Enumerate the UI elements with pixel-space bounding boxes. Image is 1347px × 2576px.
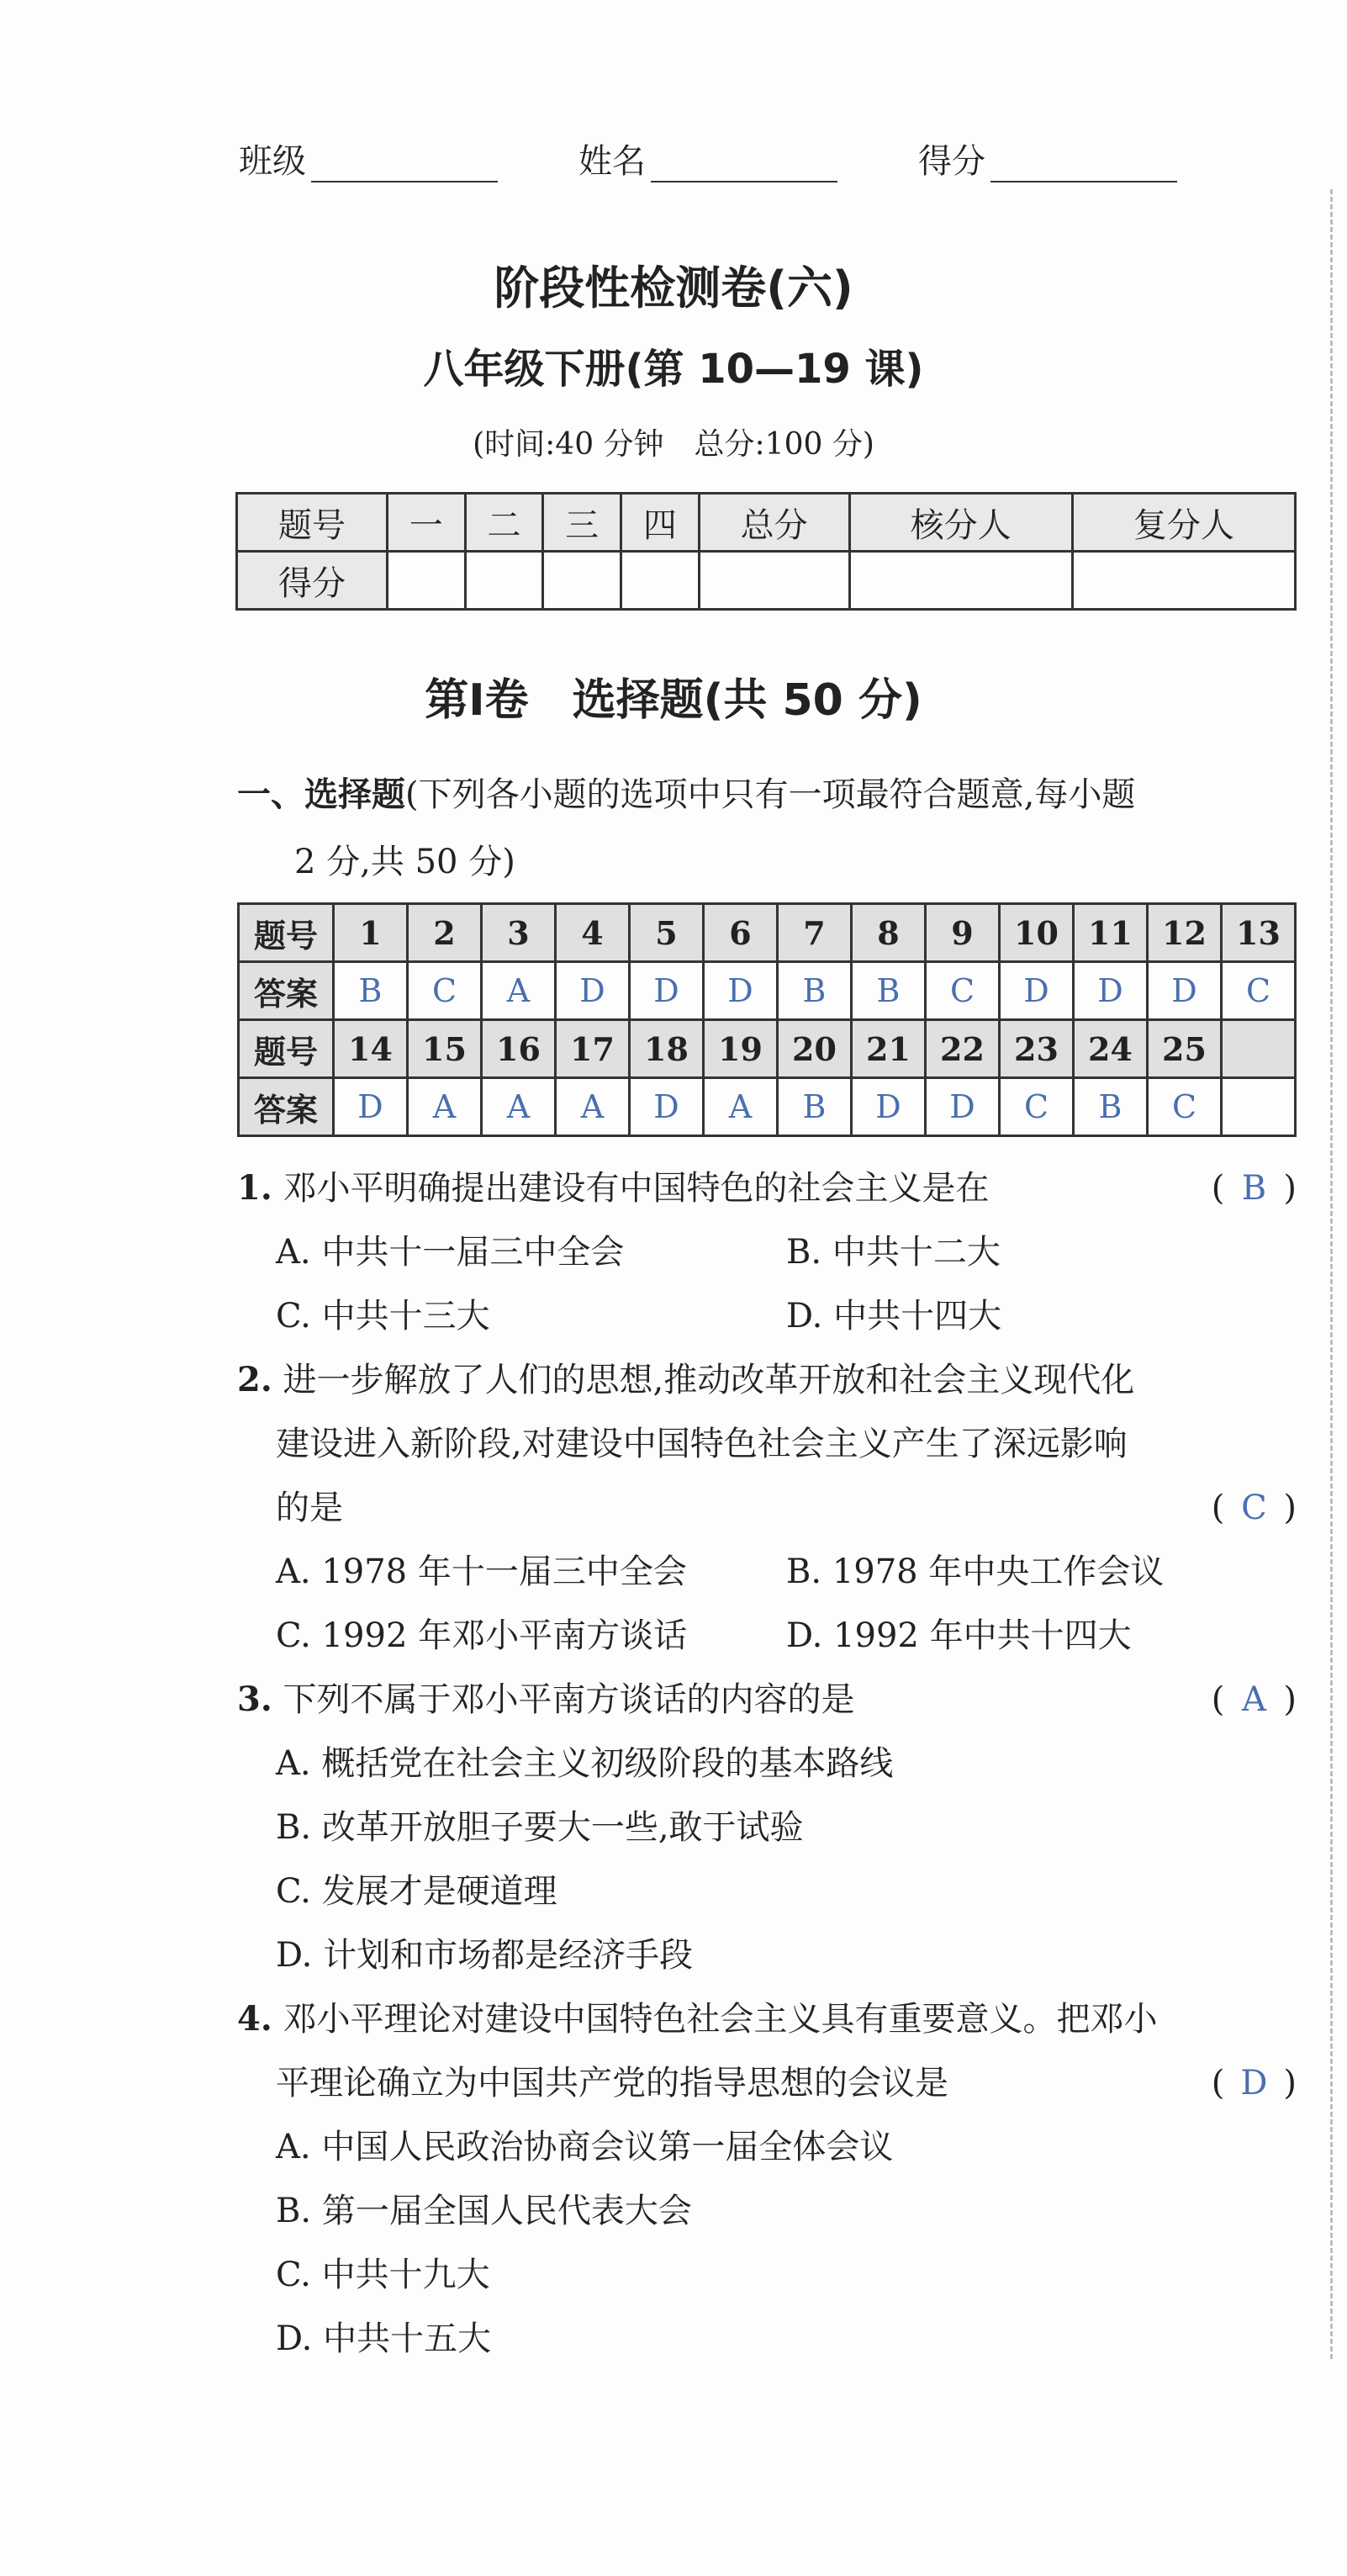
question-number: 10 xyxy=(1000,904,1074,962)
question-list xyxy=(237,1156,1297,2371)
question-number: 22 xyxy=(926,1020,1000,1078)
answer-cell[interactable]: B xyxy=(778,1078,852,1136)
answer-bracket[interactable]: ( C ) xyxy=(1212,1476,1297,1540)
question-number: 13 xyxy=(1222,904,1296,962)
question-number: 12 xyxy=(1148,904,1222,962)
option-row xyxy=(237,1540,1297,1604)
question-text: 邓小平理论对建设中国特色社会主义具有重要意义。把邓小 xyxy=(283,2000,1158,2039)
question-number-label: 2. xyxy=(237,1360,272,1399)
answer-cell[interactable]: D xyxy=(630,962,704,1020)
option-row xyxy=(237,1284,1297,1348)
answer-cell[interactable]: C xyxy=(926,962,1000,1020)
question-number: 3 xyxy=(482,904,556,962)
question-number: 5 xyxy=(630,904,704,962)
question-number-label: 1. xyxy=(237,1168,272,1208)
instruction xyxy=(237,761,1297,896)
answer-cell[interactable]: A xyxy=(704,1078,778,1136)
student-info-header xyxy=(239,135,1214,182)
answer-cell[interactable]: D xyxy=(334,1078,408,1136)
score-input-cell[interactable] xyxy=(621,552,699,610)
name-label: 姓名 xyxy=(578,142,646,181)
score-input-cell[interactable] xyxy=(543,552,621,610)
score-row-label: 得分 xyxy=(237,552,388,610)
answer-value-row xyxy=(239,1078,1296,1136)
answer-bracket[interactable]: ( B ) xyxy=(1212,1156,1297,1220)
score-input-cell[interactable] xyxy=(849,552,1072,610)
question-number: 11 xyxy=(1074,904,1148,962)
answer-cell[interactable]: A xyxy=(556,1078,630,1136)
question-text: 平理论确立为中国共产党的指导思想的会议是 xyxy=(276,2064,948,2103)
question-number: 25 xyxy=(1148,1020,1222,1078)
question-1 xyxy=(237,1156,1297,1220)
option-b[interactable]: B. 改革开放胆子要大一些,敢于试验 xyxy=(276,1808,804,1847)
question-number: 7 xyxy=(778,904,852,962)
score-label: 得分 xyxy=(918,142,985,181)
question-number: 8 xyxy=(852,904,926,962)
option-a[interactable]: A. 概括党在社会主义初级阶段的基本路线 xyxy=(276,1744,894,1783)
score-field[interactable] xyxy=(918,135,1177,182)
score-cell: 题号 xyxy=(237,494,388,552)
answer-cell[interactable]: D xyxy=(1074,962,1148,1020)
answer-cell[interactable]: B xyxy=(334,962,408,1020)
question-number: 17 xyxy=(556,1020,630,1078)
question-number-label: 3. xyxy=(237,1679,272,1719)
answer-row-label: 答案 xyxy=(239,962,334,1020)
score-cell: 总分 xyxy=(699,494,849,552)
option-c[interactable]: C. 中共十三大 xyxy=(276,1297,490,1336)
score-cell: 核分人 xyxy=(849,494,1072,552)
section-title: 第Ⅰ卷 选择题(共 50 分) xyxy=(425,675,922,726)
answer-cell[interactable]: C xyxy=(408,962,482,1020)
answer-bracket[interactable]: ( A ) xyxy=(1212,1668,1297,1732)
option-c[interactable]: C. 发展才是硬道理 xyxy=(276,1872,557,1911)
instruction-text: (下列各小题的选项中只有一项最符合题意,每小题 xyxy=(405,775,1136,814)
option-d[interactable]: D. 中共十五大 xyxy=(276,2319,492,2358)
question-number: 23 xyxy=(1000,1020,1074,1078)
option-row xyxy=(237,1220,1297,1284)
class-field[interactable] xyxy=(239,135,498,182)
question-number: 2 xyxy=(408,904,482,962)
question-number: 19 xyxy=(704,1020,778,1078)
binding-dashed-line xyxy=(1330,189,1333,2359)
question-text-end xyxy=(237,1476,1297,1540)
page-subtitle: 八年级下册(第 10—19 课) xyxy=(423,346,924,393)
option-d[interactable]: D. 中共十四大 xyxy=(786,1297,1002,1336)
instruction-lead: 一、选择题 xyxy=(237,775,405,814)
question-number xyxy=(1222,1020,1296,1078)
answer-num-row xyxy=(239,1020,1296,1078)
answer-cell[interactable]: D xyxy=(1000,962,1074,1020)
class-label: 班级 xyxy=(239,142,306,181)
question-number: 15 xyxy=(408,1020,482,1078)
answer-cell[interactable]: C xyxy=(1000,1078,1074,1136)
question-number: 14 xyxy=(334,1020,408,1078)
answer-cell[interactable]: D xyxy=(704,962,778,1020)
answer-cell[interactable]: C xyxy=(1148,1078,1222,1136)
page-title: 阶段性检测卷(六) xyxy=(494,262,853,315)
option-b[interactable]: B. 第一届全国人民代表大会 xyxy=(276,2192,692,2230)
question-number: 1 xyxy=(334,904,408,962)
question-text: 下列不属于邓小平南方谈话的内容的是 xyxy=(283,1680,855,1719)
question-number-label: 4. xyxy=(237,1999,272,2039)
question-number: 24 xyxy=(1074,1020,1148,1078)
question-number: 20 xyxy=(778,1020,852,1078)
question-text: 进一步解放了人们的思想,推动改革开放和社会主义现代化 xyxy=(283,1361,1135,1399)
score-cell: 复分人 xyxy=(1072,494,1295,552)
answer-cell[interactable]: D xyxy=(1148,962,1222,1020)
answer-bracket[interactable]: ( D ) xyxy=(1212,2051,1297,2115)
answer-cell[interactable]: B xyxy=(778,962,852,1020)
score-cell: 四 xyxy=(621,494,699,552)
option-b[interactable]: B. 1978 年中央工作会议 xyxy=(786,1552,1165,1591)
score-input-cell[interactable] xyxy=(1072,552,1295,610)
answer-value-row xyxy=(239,962,1296,1020)
option-d[interactable]: D. 计划和市场都是经济手段 xyxy=(276,1936,694,1975)
score-cell: 二 xyxy=(465,494,543,552)
score-input-cell[interactable] xyxy=(465,552,543,610)
question-number: 4 xyxy=(556,904,630,962)
option-d[interactable]: D. 1992 年中共十四大 xyxy=(786,1616,1132,1655)
answer-row-label: 题号 xyxy=(239,904,334,962)
question-4 xyxy=(237,1987,1297,2051)
answer-cell[interactable] xyxy=(1222,1078,1296,1136)
score-table-header-row xyxy=(237,494,1296,552)
answer-cell[interactable]: A xyxy=(408,1078,482,1136)
answer-row-label: 答案 xyxy=(239,1078,334,1136)
question-text-cont: 建设进入新阶段,对建设中国特色社会主义产生了深远影响 xyxy=(276,1425,1128,1463)
question-number: 9 xyxy=(926,904,1000,962)
score-cell: 一 xyxy=(387,494,465,552)
option-a[interactable]: A. 中共十一届三中全会 xyxy=(276,1233,625,1272)
name-field[interactable] xyxy=(578,135,837,182)
question-number: 16 xyxy=(482,1020,556,1078)
question-number: 21 xyxy=(852,1020,926,1078)
question-text-end xyxy=(237,2051,1297,2115)
answer-cell[interactable]: B xyxy=(1074,1078,1148,1136)
question-text: 邓小平明确提出建设有中国特色的社会主义是在 xyxy=(283,1169,990,1208)
answer-table xyxy=(237,902,1297,1137)
answer-letter: A xyxy=(1241,1680,1266,1719)
answer-letter: C xyxy=(1241,1489,1267,1527)
question-3 xyxy=(237,1668,1297,1732)
answer-cell[interactable]: C xyxy=(1222,962,1296,1020)
answer-cell[interactable]: A xyxy=(482,1078,556,1136)
option-c[interactable]: C. 1992 年邓小平南方谈话 xyxy=(276,1616,688,1655)
score-table xyxy=(235,492,1297,611)
class-blank[interactable] xyxy=(311,151,498,182)
answer-num-row xyxy=(239,904,1296,962)
option-a[interactable]: A. 1978 年十一届三中全会 xyxy=(276,1552,687,1591)
score-input-cell[interactable] xyxy=(699,552,849,610)
answer-cell[interactable]: D xyxy=(556,962,630,1020)
option-c[interactable]: C. 中共十九大 xyxy=(276,2256,490,2294)
answer-cell[interactable]: A xyxy=(482,962,556,1020)
question-2 xyxy=(237,1348,1297,1412)
answer-cell[interactable]: D xyxy=(926,1078,1000,1136)
option-a[interactable]: A. 中国人民政治协商会议第一届全体会议 xyxy=(276,2128,894,2166)
score-input-cell[interactable] xyxy=(387,552,465,610)
score-cell: 三 xyxy=(543,494,621,552)
answer-letter: B xyxy=(1241,1169,1267,1208)
question-number: 6 xyxy=(704,904,778,962)
answer-row-label: 题号 xyxy=(239,1020,334,1078)
score-table-value-row xyxy=(237,552,1296,610)
answer-letter: D xyxy=(1240,2064,1268,2103)
option-row xyxy=(237,1604,1297,1668)
question-text: 的是 xyxy=(276,1489,343,1527)
question-number: 18 xyxy=(630,1020,704,1078)
answer-cell[interactable]: B xyxy=(852,962,926,1020)
answer-cell[interactable]: D xyxy=(852,1078,926,1136)
score-blank[interactable] xyxy=(990,151,1177,182)
answer-cell[interactable]: D xyxy=(630,1078,704,1136)
option-b[interactable]: B. 中共十二大 xyxy=(786,1233,1001,1272)
time-info: (时间:40 分钟 总分:100 分) xyxy=(473,427,874,462)
instruction-text-cont: 2 分,共 50 分) xyxy=(294,843,515,881)
name-blank[interactable] xyxy=(651,151,837,182)
